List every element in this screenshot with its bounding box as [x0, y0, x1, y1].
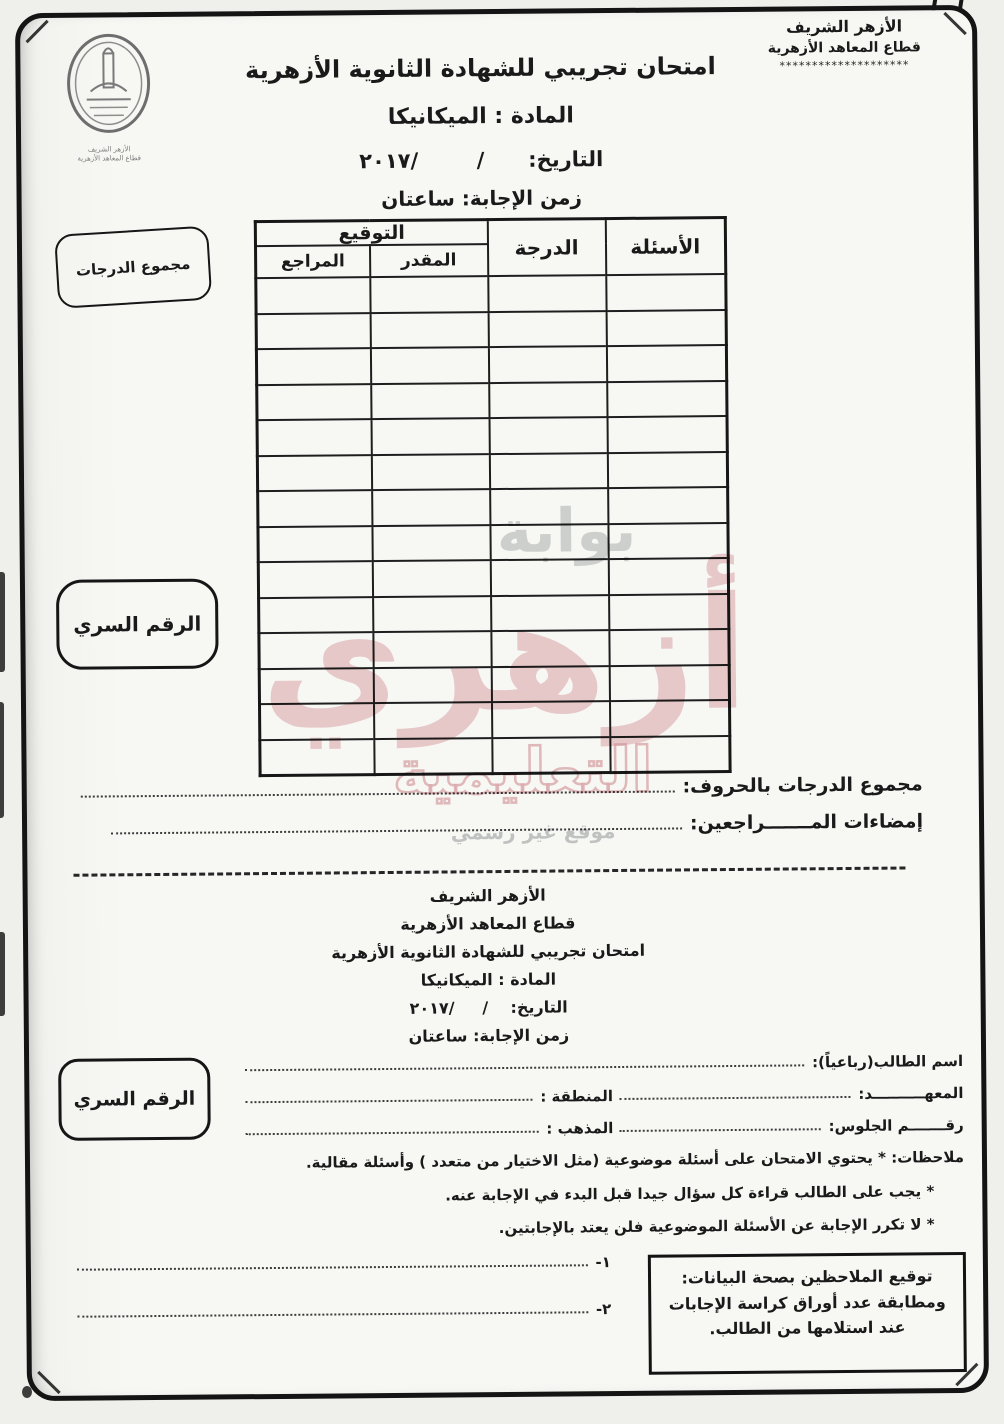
observer-box-line-1: توقيع الملاحظين بصحة البيانات:	[681, 1266, 933, 1288]
grades-table-cell	[609, 594, 729, 631]
grades-table-cell	[257, 419, 371, 456]
corner-mark	[26, 20, 49, 44]
grades-table-cell	[608, 487, 728, 524]
observers-signature-box	[648, 1252, 967, 1375]
grades-table-cell	[491, 630, 609, 667]
grades-table-cell	[260, 703, 374, 740]
grades-table-row	[260, 700, 730, 740]
grades-table-cell	[371, 418, 489, 455]
grades-table-cell	[259, 597, 373, 634]
doctrine-blank	[246, 1131, 539, 1136]
grades-table-row	[260, 736, 730, 776]
logo-caption: قطاع المعاهد الأزهرية	[77, 154, 141, 163]
grades-table-cell	[371, 454, 489, 491]
grades-table-cell	[257, 384, 371, 421]
grades-table-cell	[609, 665, 729, 702]
grades-table-cell	[372, 560, 490, 597]
total-in-words-row	[75, 773, 923, 802]
grades-table-cell	[489, 382, 607, 419]
col-signature-header: التوقيع	[255, 220, 487, 247]
grades-table-cell	[608, 523, 728, 560]
reviewers-signatures-blank	[111, 827, 682, 834]
grades-table-cell	[489, 453, 607, 490]
exam-title: امتحان تجريبي للشهادة الثانوية الأزهرية	[244, 52, 716, 85]
grades-table-cell	[259, 632, 373, 669]
reviewers-signatures-label: إمضاءات المـــــــراجعين:	[689, 810, 924, 835]
grades-table-cell	[258, 561, 372, 598]
item-1-number: ١-	[595, 1253, 611, 1272]
grades-table-cell	[488, 311, 606, 348]
grades-table-cell	[607, 416, 727, 453]
grades-table-cell	[373, 702, 491, 739]
grades-table-row	[259, 629, 729, 669]
total-grades-box: مجموع الدرجات	[54, 226, 212, 309]
grades-table-row	[256, 345, 726, 385]
grades-table-cell	[491, 701, 609, 738]
grades-table-cell	[258, 526, 372, 563]
grades-table-cell	[256, 313, 370, 350]
grades-table-cell	[370, 312, 488, 349]
logo-caption: الأزهر الشريف	[87, 145, 131, 154]
slip-org-name: الأزهر الشريف	[429, 885, 546, 906]
grades-table-cell	[370, 347, 488, 384]
note-1: ملاحظات: * يحتوي الامتحان على أسئلة موضوعية (مثل الاختيار من متعدد ) وأسئلة مقالية.	[305, 1147, 965, 1172]
seat-number-blank	[619, 1128, 820, 1132]
grades-table-row	[257, 416, 727, 456]
grades-table-cell	[373, 667, 491, 704]
grades-table-cell	[491, 666, 609, 703]
student-name-label: اسم الطالب(رباعياً):	[812, 1051, 964, 1072]
scan-artifact	[0, 932, 5, 1016]
org-header	[754, 14, 935, 75]
seat-number-label: رقـــــــم الجلوس:	[828, 1115, 964, 1136]
grades-table-cell	[490, 559, 608, 596]
org-stars-divider: ********************	[779, 58, 910, 74]
observer-box-line-3: عند استلامها من الطالب.	[709, 1317, 906, 1339]
corner-mark	[943, 12, 967, 35]
grades-table-row	[256, 274, 726, 314]
grades-table-cell	[488, 346, 606, 383]
student-name-blank	[245, 1064, 804, 1071]
total-in-words-blank	[81, 790, 675, 797]
grades-table-cell	[373, 596, 491, 633]
grades-table-cell	[606, 310, 726, 347]
scan-artifact	[0, 702, 4, 818]
col-estimator-header: المقدر	[369, 244, 487, 277]
grades-table-cell	[374, 738, 492, 775]
slip-exam-subject: المادة : الميكانيكا	[420, 969, 557, 990]
grades-table-cell	[370, 276, 488, 313]
secret-number-box-top: الرقم السري	[56, 578, 219, 669]
grades-table-header-row	[255, 218, 725, 247]
grades-table-cell	[609, 700, 729, 737]
org-name: الأزهر الشريف	[786, 16, 903, 37]
azhar-logo	[56, 33, 161, 164]
grades-table-row	[257, 452, 727, 492]
grades-table-row	[259, 665, 729, 705]
grades-table-cell	[257, 455, 371, 492]
grades-table-row	[259, 594, 729, 634]
grades-table-cell	[610, 736, 730, 773]
exam-date: التاريخ: / /٢٠١٧	[359, 147, 604, 174]
slip-exam-date: التاريخ: / /٢٠١٧	[409, 997, 568, 1018]
seat-doctrine-row	[240, 1116, 964, 1140]
exam-duration: زمن الإجابة: ساعتان	[381, 185, 583, 212]
watermark-word-2: أزهري	[259, 563, 750, 749]
exam-subject: المادة : الميكانيكا	[387, 103, 575, 130]
grades-table-cell	[489, 417, 607, 454]
grades-table-cell	[606, 274, 726, 311]
doctrine-label: المذهب :	[546, 1119, 614, 1138]
item-2-number: ٢-	[595, 1300, 612, 1319]
watermark-word-4: موقع غير رسمي	[450, 819, 616, 845]
slip-exam-duration: زمن الإجابة: ساعتان	[408, 1025, 570, 1046]
scan-artifact	[0, 572, 5, 672]
grades-table-row	[258, 487, 728, 527]
grades-table-cell	[259, 668, 373, 705]
grades-table-cell	[607, 381, 727, 418]
student-name-row	[239, 1052, 963, 1076]
grades-table-cell	[608, 558, 728, 595]
observer-box-line-2: ومطابقة عدد أوراق كراسة الإجابات	[668, 1291, 946, 1314]
grades-table-body	[256, 274, 730, 776]
grades-table-row	[257, 381, 727, 421]
reviewers-signatures-row	[105, 810, 923, 839]
note-2: * يجب على الطالب قراءة كل سؤال جيدا قبل البدء في الإجابة عنه.	[445, 1182, 935, 1205]
slip-exam-title: امتحان تجريبي للشهادة الثانوية الأزهرية	[331, 940, 646, 963]
watermark-word-3: التعليمية	[392, 733, 653, 809]
grades-table-cell	[371, 383, 489, 420]
grades-table-cell	[490, 488, 608, 525]
item-2-blank	[77, 1311, 588, 1317]
item-1-blank	[77, 1264, 588, 1270]
dashed-separator	[73, 866, 905, 876]
azhar-emblem-graphic	[62, 33, 155, 142]
org-sector: قطاع المعاهد الأزهرية	[767, 39, 921, 57]
grades-table-row	[256, 310, 726, 350]
grades-table-row	[258, 523, 728, 563]
institute-region-row	[239, 1084, 963, 1108]
numbered-blank-1	[71, 1253, 611, 1276]
grades-table-cell	[606, 345, 726, 382]
grades-table-cell	[372, 489, 490, 526]
grades-table-cell	[258, 490, 372, 527]
col-grade-header: الدرجة	[487, 219, 605, 277]
exam-cover-sheet	[15, 5, 989, 1401]
grades-table-cell	[492, 737, 610, 774]
numbered-blank-2	[71, 1300, 611, 1323]
grades-table-cell	[256, 277, 370, 314]
grades-table-cell	[491, 595, 609, 632]
watermark-word-1: بوابة	[496, 495, 637, 568]
col-questions-header: الأسئلة	[605, 218, 725, 276]
grades-table-cell	[607, 452, 727, 489]
grades-table-row	[258, 558, 728, 598]
grades-table-cell	[373, 631, 491, 668]
grades-table-cell	[372, 525, 490, 562]
institute-label: المعهــــــــــد:	[858, 1083, 964, 1103]
slip-org-sector: قطاع المعاهد الأزهرية	[400, 913, 576, 934]
secret-number-box-bottom: الرقم السري	[58, 1058, 211, 1141]
institute-blank	[619, 1096, 850, 1100]
grades-table-cell	[488, 275, 606, 312]
grades-table-cell	[260, 739, 374, 776]
grades-table-cell	[490, 524, 608, 561]
slip-heading	[246, 884, 731, 1048]
col-reviewer-header: المراجع	[256, 245, 370, 278]
total-in-words-label: مجموع الدرجات بالحروف:	[682, 773, 923, 798]
corner-mark	[37, 1371, 61, 1394]
note-3: * لا تكرر الإجابة عن الأسئلة الموضوعية فلن يعتد بالإجابتين.	[498, 1215, 935, 1238]
grades-table	[254, 216, 732, 777]
grades-table-cell	[256, 348, 370, 385]
region-label: المنطقة :	[540, 1087, 614, 1106]
region-blank	[245, 1099, 532, 1104]
grades-table-cell	[609, 629, 729, 666]
